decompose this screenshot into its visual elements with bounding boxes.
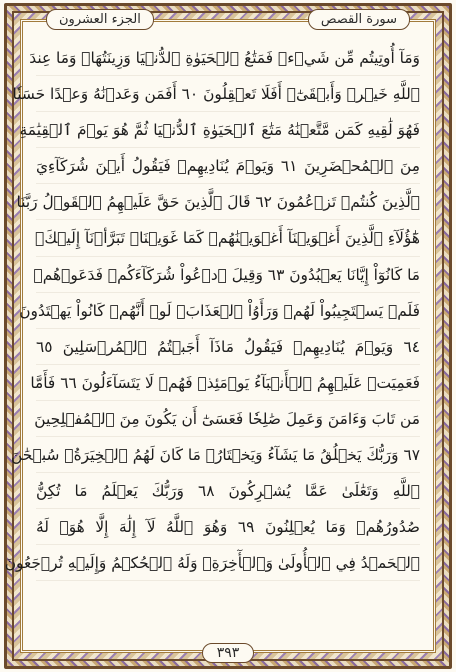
text-line: وَمَآ أُوتِيتُم مِّن شَيۡءٖ فَمَتَٰعُ ٱلۡحَيَوٰةِ ٱلدُّنۡيَا وَزِينَتُهَاۚ وَمَا عِندَ <box>36 40 420 76</box>
text-line: مَن تَابَ وَءَامَنَ وَعَمِلَ صَٰلِحٗا فَعَسَىٰٓ أَن يَكُونَ مِنَ ٱلۡمُفۡلِحِينَ <box>36 401 420 437</box>
text-line: مَا كَانُوٓاْ إِيَّانَا يَعۡبُدُونَ ٦٣ وَقِيلَ ٱدۡعُواْ شُرَكَآءَكُمۡ فَدَعَوۡهُمۡ <box>36 257 420 293</box>
text-line: ٱللَّهِ خَيۡرٞ وَأَبۡقَىٰٓۚ أَفَلَا تَعۡقِلُونَ ٦٠ أَفَمَن وَعَدۡنَٰهُ وَعۡدًا حَسَنٗا <box>36 76 420 112</box>
text-line: ٱلۡحَمۡدُ فِي ٱلۡأُولَىٰ وَٱلۡأٓخِرَةِۖ وَلَهُ ٱلۡحُكۡمُ وَإِلَيۡهِ تُرۡجَعُونَ <box>36 545 420 581</box>
text-line: فَعَمِيَتۡ عَلَيۡهِمُ ٱلۡأَنۢبَآءُ يَوۡمَئِذٖ فَهُمۡ لَا يَتَسَآءَلُونَ ٦٦ فَأَمَّا <box>36 365 420 401</box>
text-line: ٦٧ وَرَبُّكَ يَخۡلُقُ مَا يَشَآءُ وَيَخۡتَارُۗ مَا كَانَ لَهُمُ ٱلۡخِيَرَةُۚ سُبۡحَٰنَ <box>36 437 420 473</box>
text-line: فَلَمۡ يَسۡتَجِيبُواْ لَهُمۡ وَرَأَوُاْ ٱلۡعَذَابَۚ لَوۡ أَنَّهُمۡ كَانُواْ يَهۡتَدُونَ <box>36 293 420 329</box>
text-line: ٱللَّهِ وَتَعَٰلَىٰ عَمَّا يُشۡرِكُونَ ٦٨ وَرَبُّكَ يَعۡلَمُ مَا تُكِنُّ <box>36 473 420 509</box>
quran-text-block <box>4 40 421 618</box>
page-number: ٣٩٣ <box>202 643 255 663</box>
text-line: صُدُورُهُمۡ وَمَا يُعۡلِنُونَ ٦٩ وَهُوَ ٱللَّهُ لَآ إِلَٰهَ إِلَّا هُوَۖ لَهُ <box>36 509 420 545</box>
text-line: فَهُوَ لَٰقِيهِ كَمَن مَّتَّعۡنَٰهُ مَتَٰعَ ٱلۡحَيَوٰةِ ٱلدُّنۡيَا ثُمَّ هُوَ يَوۡمَ ٱلۡقِيَٰمَةِ <box>36 112 420 148</box>
text-line: هَٰٓؤُلَآءِ ٱلَّذِينَ أَغۡوَيۡنَآ أَغۡوَيۡنَٰهُمۡ كَمَا غَوَيۡنَاۖ تَبَرَّأۡنَآ إِلَيۡكَۖ <box>36 220 420 256</box>
juz-label: الجزء العشرون <box>46 9 154 30</box>
text-line: مِنَ ٱلۡمُحۡضَرِينَ ٦١ وَيَوۡمَ يُنَادِيهِمۡ فَيَقُولُ أَيۡنَ شُرَكَآءِيَ <box>36 148 420 184</box>
surah-label: سورة القصص <box>308 9 410 30</box>
text-line: ٦٤ وَيَوۡمَ يُنَادِيهِمۡ فَيَقُولُ مَاذَآ أَجَبۡتُمُ ٱلۡمُرۡسَلِينَ ٦٥ <box>36 329 420 365</box>
page-header <box>28 6 428 32</box>
text-line: ٱلَّذِينَ كُنتُمۡ تَزۡعُمُونَ ٦٢ قَالَ ٱلَّذِينَ حَقَّ عَلَيۡهِمُ ٱلۡقَوۡلُ رَبَّنَا <box>36 184 420 220</box>
page-number-cartouche <box>188 640 268 666</box>
